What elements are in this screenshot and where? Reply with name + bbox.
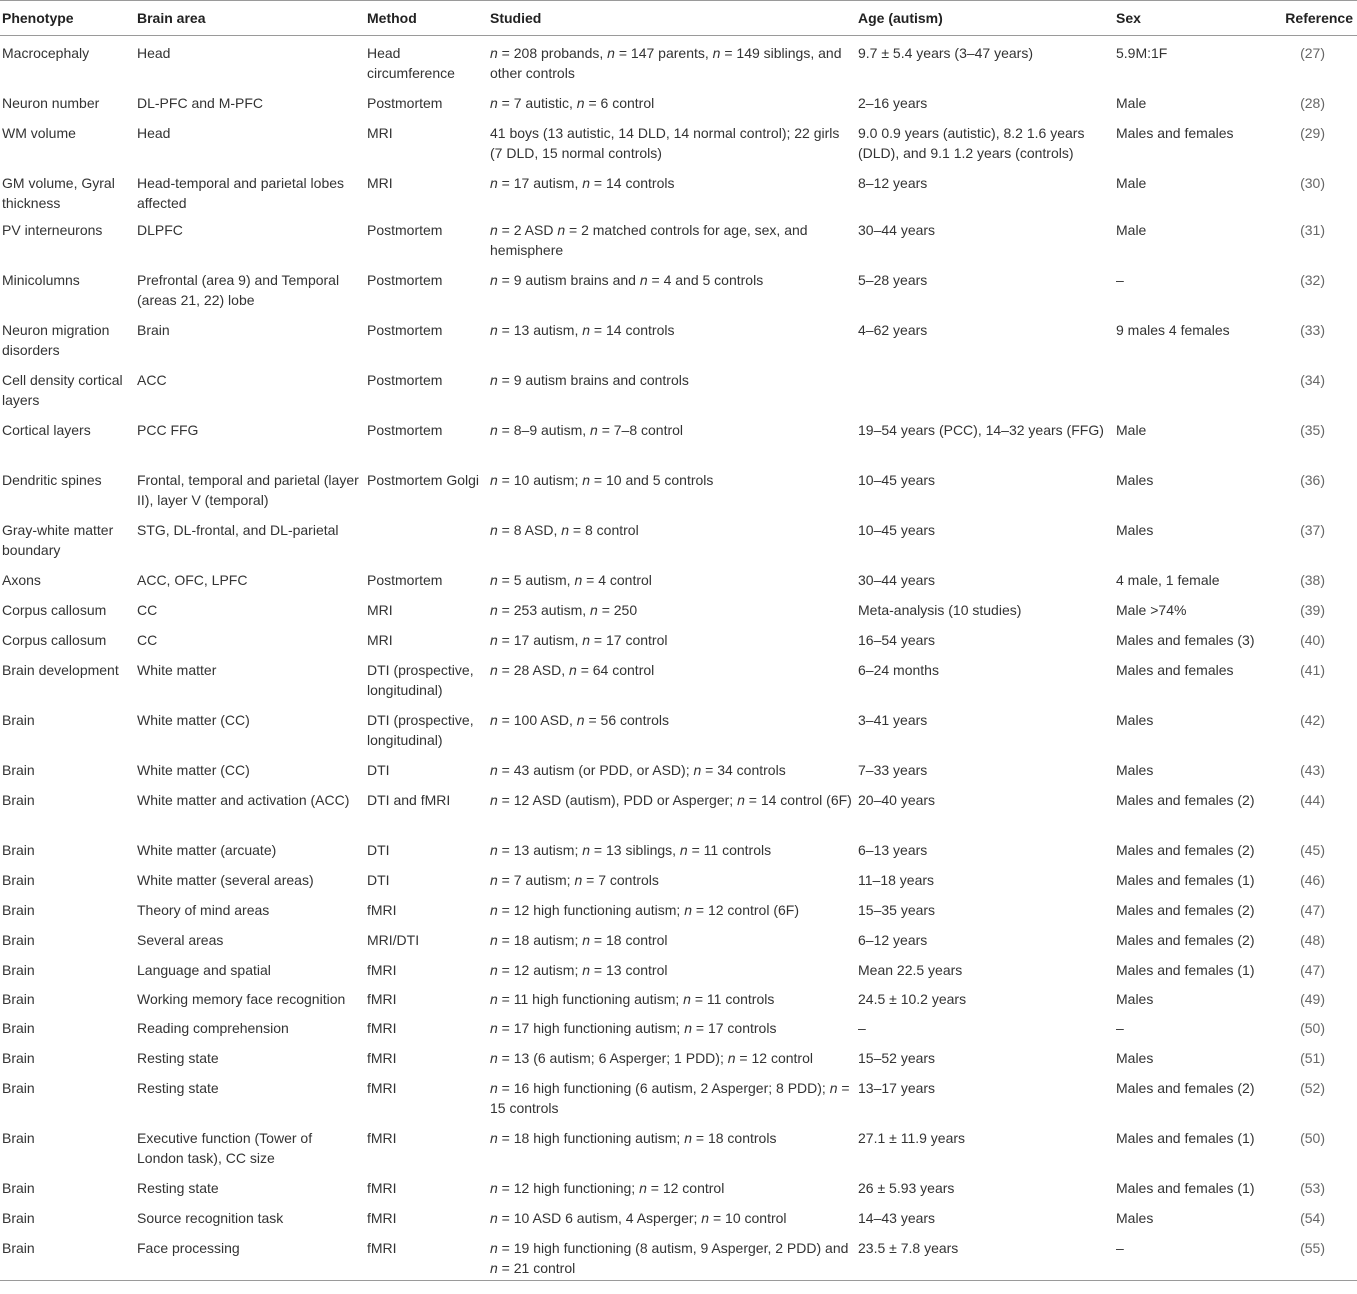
- cell-sex: Males and females (1): [1116, 1129, 1255, 1146]
- cell-phenotype: Neuron migration disorders: [2, 321, 110, 358]
- cell-sex: Males and females (2): [1116, 901, 1255, 918]
- table-row: [0, 1071, 1357, 1121]
- cell-studied: n = 10 ASD 6 autism, 4 Asperger; n = 10 control: [490, 1209, 787, 1226]
- table-body: [0, 36, 1357, 1281]
- table-row: [0, 1011, 1357, 1041]
- cell-phenotype: Brain: [2, 1209, 35, 1226]
- cell-method: Postmortem: [367, 221, 443, 238]
- cell-studied: n = 12 autism; n = 13 control: [490, 961, 668, 978]
- cell-studied: n = 43 autism (or PDD, or ASD); n = 34 controls: [490, 761, 786, 778]
- cell-method: MRI: [367, 174, 393, 191]
- cell-sex: Males and females (2): [1116, 841, 1255, 858]
- cell-age: Mean 22.5 years: [858, 961, 963, 978]
- cell-reference: (27): [1300, 45, 1325, 61]
- cell-sex: Male: [1116, 174, 1147, 191]
- cell-age: 23.5 ± 7.8 years: [858, 1239, 959, 1256]
- cell-studied: n = 11 high functioning autism; n = 11 controls: [490, 990, 775, 1007]
- cell-method: MRI/DTI: [367, 931, 420, 948]
- cell-age: 9.7 ± 5.4 years (3–47 years): [858, 45, 1033, 61]
- cell-reference: (53): [1300, 1179, 1325, 1196]
- cell-brain-area: Head: [137, 45, 171, 61]
- cell-phenotype: Brain: [2, 711, 35, 728]
- cell-brain-area: Executive function (Tower of London task), CC size: [137, 1129, 313, 1166]
- cell-phenotype: Brain: [2, 841, 35, 858]
- cell-brain-area: CC: [137, 631, 158, 648]
- cell-method: Postmortem: [367, 271, 443, 288]
- cell-reference: (28): [1300, 94, 1325, 111]
- cell-studied: n = 12 ASD (autism), PDD or Asperger; n = 14 control (6F): [490, 791, 852, 808]
- cell-studied: n = 28 ASD, n = 64 control: [490, 661, 655, 678]
- cell-reference: (49): [1300, 990, 1325, 1007]
- cell-method: Postmortem: [367, 321, 443, 338]
- cell-sex: Males and females (2): [1116, 791, 1255, 808]
- cell-studied: n = 17 autism, n = 17 control: [490, 631, 668, 648]
- cell-reference: (50): [1300, 1019, 1325, 1036]
- cell-reference: (41): [1300, 661, 1325, 678]
- cell-method: DTI (prospective, longitudinal): [367, 661, 474, 698]
- cell-brain-area: ACC: [137, 371, 167, 388]
- cell-studied: n = 16 high functioning (6 autism, 2 Asperger; 8 PDD); n = 15 controls: [490, 1079, 850, 1116]
- table-header: [0, 1, 1357, 36]
- cell-brain-area: White matter (CC): [137, 761, 250, 778]
- cell-method: fMRI: [367, 961, 397, 978]
- cell-sex: Males and females: [1116, 661, 1234, 678]
- cell-sex: Male: [1116, 421, 1147, 438]
- table-row: [0, 166, 1357, 213]
- cell-age: [856, 363, 1114, 413]
- cell-phenotype: Brain: [2, 931, 35, 948]
- cell-age: 4–62 years: [858, 321, 928, 338]
- cell-studied: n = 5 autism, n = 4 control: [490, 571, 652, 588]
- cell-reference: (54): [1300, 1209, 1325, 1226]
- cell-method: DTI and fMRI: [367, 791, 451, 808]
- cell-age: 9.0 0.9 years (autistic), 8.2 1.6 years (DLD), and 9.1 1.2 years (controls): [858, 124, 1085, 161]
- cell-reference: (37): [1300, 521, 1325, 538]
- cell-studied: n = 7 autistic, n = 6 control: [490, 94, 655, 111]
- cell-brain-area: Reading comprehension: [137, 1019, 289, 1036]
- cell-studied: n = 19 high functioning (8 autism, 9 Asperger, 2 PDD) and n = 21 control: [490, 1239, 849, 1276]
- cell-brain-area: Working memory face recognition: [137, 990, 346, 1007]
- cell-sex: 4 male, 1 female: [1116, 571, 1220, 588]
- cell-phenotype: Brain: [2, 1179, 35, 1196]
- cell-reference: (33): [1300, 321, 1325, 338]
- cell-method: fMRI: [367, 1019, 397, 1036]
- cell-studied: 41 boys (13 autistic, 14 DLD, 14 normal control); 22 girls (7 DLD, 15 normal controls): [490, 124, 840, 161]
- table-row: [0, 363, 1357, 413]
- cell-sex: Males: [1116, 761, 1154, 778]
- cell-method: fMRI: [367, 901, 397, 918]
- cell-studied: n = 8 ASD, n = 8 control: [490, 521, 639, 538]
- cell-studied: n = 13 autism, n = 14 controls: [490, 321, 675, 338]
- cell-reference: (32): [1300, 271, 1325, 288]
- table-row: [0, 1231, 1357, 1281]
- table-row: [0, 753, 1357, 783]
- cell-brain-area: Frontal, temporal and parietal (layer II), layer V (temporal): [137, 471, 359, 508]
- cell-phenotype: Brain: [2, 901, 35, 918]
- cell-method: fMRI: [367, 1049, 397, 1066]
- cell-brain-area: Head-temporal and parietal lobes affected: [137, 174, 345, 211]
- cell-studied: n = 8–9 autism, n = 7–8 control: [490, 421, 684, 438]
- table-row: [0, 36, 1357, 86]
- cell-sex: –: [1116, 1019, 1124, 1036]
- cell-sex: Male: [1116, 94, 1147, 111]
- cell-brain-area: Resting state: [137, 1049, 219, 1066]
- cell-method: [365, 513, 488, 563]
- cell-studied: n = 17 autism, n = 14 controls: [490, 174, 675, 191]
- cell-phenotype: Neuron number: [2, 94, 100, 111]
- cell-reference: (46): [1300, 871, 1325, 888]
- cell-method: DTI: [367, 761, 390, 778]
- cell-reference: (42): [1300, 711, 1325, 728]
- cell-phenotype: Brain: [2, 1129, 35, 1146]
- table-row: [0, 863, 1357, 893]
- cell-brain-area: ACC, OFC, LPFC: [137, 571, 248, 588]
- cell-phenotype: Brain: [2, 1239, 35, 1256]
- cell-age: 2–16 years: [858, 94, 928, 111]
- header-sex: Sex: [1116, 10, 1141, 26]
- cell-brain-area: Prefrontal (area 9) and Temporal (areas 21, 22) lobe: [137, 271, 340, 308]
- table-row: [0, 116, 1357, 166]
- cell-brain-area: STG, DL-frontal, and DL-parietal: [137, 521, 339, 538]
- table-row: [0, 313, 1357, 363]
- cell-reference: (43): [1300, 761, 1325, 778]
- cell-phenotype: Corpus callosum: [2, 601, 107, 618]
- cell-age: Meta-analysis (10 studies): [858, 601, 1022, 618]
- table-row: [0, 413, 1357, 463]
- cell-reference: (31): [1300, 221, 1325, 238]
- table-row: [0, 213, 1357, 263]
- cell-phenotype: Brain: [2, 990, 35, 1007]
- table-row: [0, 463, 1357, 513]
- cell-phenotype: GM volume, Gyral thickness: [2, 174, 115, 211]
- cell-age: –: [858, 1019, 866, 1036]
- cell-brain-area: Resting state: [137, 1179, 219, 1196]
- cell-sex: Males: [1116, 1209, 1154, 1226]
- cell-method: fMRI: [367, 1079, 397, 1096]
- cell-method: fMRI: [367, 1129, 397, 1146]
- cell-age: 24.5 ± 10.2 years: [858, 990, 967, 1007]
- cell-phenotype: Brain: [2, 1019, 35, 1036]
- cell-sex: Males and females (2): [1116, 1079, 1255, 1096]
- cell-phenotype: Cell density cortical layers: [2, 371, 123, 408]
- table-row: [0, 513, 1357, 563]
- table-row: [0, 783, 1357, 833]
- table-row: [0, 86, 1357, 116]
- cell-age: 7–33 years: [858, 761, 928, 778]
- cell-brain-area: Theory of mind areas: [137, 901, 270, 918]
- cell-phenotype: Brain: [2, 791, 35, 808]
- cell-reference: (52): [1300, 1079, 1325, 1096]
- cell-sex: Males: [1116, 521, 1154, 538]
- cell-method: fMRI: [367, 1209, 397, 1226]
- cell-sex: –: [1116, 1239, 1124, 1256]
- cell-reference: (34): [1300, 371, 1325, 388]
- table-row: [0, 1121, 1357, 1171]
- cell-phenotype: Axons: [2, 571, 41, 588]
- table-row: [0, 593, 1357, 623]
- cell-studied: n = 253 autism, n = 250: [490, 601, 638, 618]
- cell-age: 5–28 years: [858, 271, 928, 288]
- cell-brain-area: White matter (several areas): [137, 871, 314, 888]
- cell-reference: (55): [1300, 1239, 1325, 1256]
- cell-age: 15–35 years: [858, 901, 936, 918]
- header-age: Age (autism): [858, 10, 943, 26]
- cell-studied: n = 9 autism brains and n = 4 and 5 controls: [490, 271, 764, 288]
- cell-phenotype: Gray-white matter boundary: [2, 521, 114, 558]
- cell-age: 20–40 years: [858, 791, 936, 808]
- cell-method: MRI: [367, 601, 393, 618]
- cell-brain-area: PCC FFG: [137, 421, 199, 438]
- cell-reference: (47): [1300, 961, 1325, 978]
- table-row: [0, 703, 1357, 753]
- cell-phenotype: WM volume: [2, 124, 76, 141]
- cell-method: DTI: [367, 871, 390, 888]
- header-row: [0, 1, 1357, 36]
- cell-method: Postmortem: [367, 571, 443, 588]
- cell-method: MRI: [367, 631, 393, 648]
- cell-method: fMRI: [367, 990, 397, 1007]
- cell-phenotype: PV interneurons: [2, 221, 103, 238]
- cell-brain-area: Several areas: [137, 931, 224, 948]
- cell-reference: (39): [1300, 601, 1325, 618]
- cell-brain-area: White matter and activation (ACC): [137, 791, 350, 808]
- cell-age: 26 ± 5.93 years: [858, 1179, 955, 1196]
- cell-age: 13–17 years: [858, 1079, 936, 1096]
- table-row: [0, 1201, 1357, 1231]
- cell-phenotype: Brain: [2, 871, 35, 888]
- cell-reference: (50): [1300, 1129, 1325, 1146]
- cell-phenotype: Minicolumns: [2, 271, 80, 288]
- cell-sex: 5.9M:1F: [1116, 45, 1168, 61]
- cell-method: Postmortem: [367, 421, 443, 438]
- cell-age: 14–43 years: [858, 1209, 936, 1226]
- cell-reference: (36): [1300, 471, 1325, 488]
- cell-sex: Males: [1116, 1049, 1154, 1066]
- cell-reference: (30): [1300, 174, 1325, 191]
- cell-method: Postmortem: [367, 371, 443, 388]
- header-reference: Reference: [1285, 10, 1353, 26]
- cell-reference: (35): [1300, 421, 1325, 438]
- cell-phenotype: Brain: [2, 1079, 35, 1096]
- cell-studied: n = 100 ASD, n = 56 controls: [490, 711, 670, 728]
- cell-age: 6–12 years: [858, 931, 928, 948]
- cell-studied: n = 2 ASD n = 2 matched controls for age, sex, and hemisphere: [490, 221, 808, 258]
- cell-phenotype: Brain: [2, 761, 35, 778]
- cell-brain-area: Language and spatial: [137, 961, 271, 978]
- cell-sex: Male >74%: [1116, 601, 1187, 618]
- cell-age: 30–44 years: [858, 571, 936, 588]
- cell-reference: (48): [1300, 931, 1325, 948]
- table-row: [0, 263, 1357, 313]
- cell-phenotype: Macrocephaly: [2, 45, 90, 61]
- cell-brain-area: CC: [137, 601, 158, 618]
- cell-age: 3–41 years: [858, 711, 928, 728]
- cell-age: 27.1 ± 11.9 years: [858, 1129, 966, 1146]
- cell-sex: Males and females (1): [1116, 871, 1255, 888]
- cell-sex: Males and females: [1116, 124, 1234, 141]
- cell-phenotype: Dendritic spines: [2, 471, 102, 488]
- header-method: Method: [367, 10, 417, 26]
- cell-age: 8–12 years: [858, 174, 928, 191]
- cell-brain-area: Head: [137, 124, 171, 141]
- cell-sex: Males and females (3): [1116, 631, 1255, 648]
- cell-reference: (29): [1300, 124, 1325, 141]
- cell-reference: (40): [1300, 631, 1325, 648]
- cell-phenotype: Brain: [2, 1049, 35, 1066]
- cell-studied: n = 208 probands, n = 147 parents, n = 149 siblings, and other controls: [490, 45, 842, 81]
- cell-phenotype: Brain development: [2, 661, 119, 678]
- header-phenotype: Phenotype: [2, 10, 74, 26]
- cell-brain-area: DLPFC: [137, 221, 183, 238]
- cell-reference: (51): [1300, 1049, 1325, 1066]
- cell-brain-area: White matter: [137, 661, 217, 678]
- cell-age: 6–13 years: [858, 841, 928, 858]
- cell-sex: Males and females (2): [1116, 931, 1255, 948]
- cell-age: 16–54 years: [858, 631, 936, 648]
- cell-age: 10–45 years: [858, 521, 936, 538]
- table-row: [0, 953, 1357, 982]
- cell-sex: Males: [1116, 711, 1154, 728]
- cell-method: DTI (prospective, longitudinal): [367, 711, 474, 748]
- cell-method: Postmortem: [367, 94, 443, 111]
- cell-reference: (45): [1300, 841, 1325, 858]
- cell-phenotype: Brain: [2, 961, 35, 978]
- table-row: [0, 833, 1357, 863]
- header-studied: Studied: [490, 10, 542, 26]
- cell-phenotype: Corpus callosum: [2, 631, 107, 648]
- table-row: [0, 1041, 1357, 1071]
- cell-method: MRI: [367, 124, 393, 141]
- cell-studied: n = 12 high functioning autism; n = 12 control (6F): [490, 901, 799, 918]
- cell-sex: Males: [1116, 471, 1154, 488]
- cell-age: 15–52 years: [858, 1049, 936, 1066]
- cell-brain-area: Resting state: [137, 1079, 219, 1096]
- cell-method: Postmortem Golgi: [367, 471, 480, 488]
- cell-reference: (47): [1300, 901, 1325, 918]
- cell-studied: n = 9 autism brains and controls: [490, 371, 689, 388]
- cell-brain-area: Brain: [137, 321, 170, 338]
- cell-age: 19–54 years (PCC), 14–32 years (FFG): [858, 421, 1104, 438]
- cell-reference: (38): [1300, 571, 1325, 588]
- cell-age: 11–18 years: [858, 871, 935, 888]
- cell-sex: Males and females (1): [1116, 1179, 1255, 1196]
- cell-age: 6–24 months: [858, 661, 939, 678]
- table-row: [0, 982, 1357, 1011]
- cell-brain-area: DL-PFC and M-PFC: [137, 94, 264, 111]
- cell-method: Head circumference: [367, 45, 455, 81]
- table-row: [0, 1171, 1357, 1201]
- cell-sex: –: [1116, 271, 1124, 288]
- cell-brain-area: White matter (CC): [137, 711, 250, 728]
- cell-studied: n = 18 autism; n = 18 control: [490, 931, 668, 948]
- cell-reference: (44): [1300, 791, 1325, 808]
- cell-phenotype: Cortical layers: [2, 421, 91, 438]
- cell-studied: n = 12 high functioning; n = 12 control: [490, 1179, 725, 1196]
- cell-sex: Males and females (1): [1116, 961, 1255, 978]
- cell-sex: Males: [1116, 990, 1154, 1007]
- cell-studied: n = 10 autism; n = 10 and 5 controls: [490, 471, 714, 488]
- header-brain-area: Brain area: [137, 10, 206, 26]
- cell-sex: [1114, 363, 1264, 413]
- cell-studied: n = 13 autism; n = 13 siblings, n = 11 controls: [490, 841, 772, 858]
- cell-studied: n = 18 high functioning autism; n = 18 controls: [490, 1129, 777, 1146]
- cell-sex: Male: [1116, 221, 1147, 238]
- cell-age: 10–45 years: [858, 471, 936, 488]
- cell-method: fMRI: [367, 1239, 397, 1256]
- cell-brain-area: Face processing: [137, 1239, 240, 1256]
- cell-method: DTI: [367, 841, 390, 858]
- table-row: [0, 923, 1357, 953]
- cell-brain-area: White matter (arcuate): [137, 841, 277, 858]
- cell-method: fMRI: [367, 1179, 397, 1196]
- table-row: [0, 893, 1357, 923]
- table-row: [0, 623, 1357, 653]
- cell-studied: n = 13 (6 autism; 6 Asperger; 1 PDD); n = 12 control: [490, 1049, 813, 1066]
- table-row: [0, 653, 1357, 703]
- cell-sex: 9 males 4 females: [1116, 321, 1230, 338]
- cell-brain-area: Source recognition task: [137, 1209, 284, 1226]
- table-row: [0, 563, 1357, 593]
- cell-studied: n = 7 autism; n = 7 controls: [490, 871, 659, 888]
- cell-age: 30–44 years: [858, 221, 936, 238]
- cell-studied: n = 17 high functioning autism; n = 17 controls: [490, 1019, 777, 1036]
